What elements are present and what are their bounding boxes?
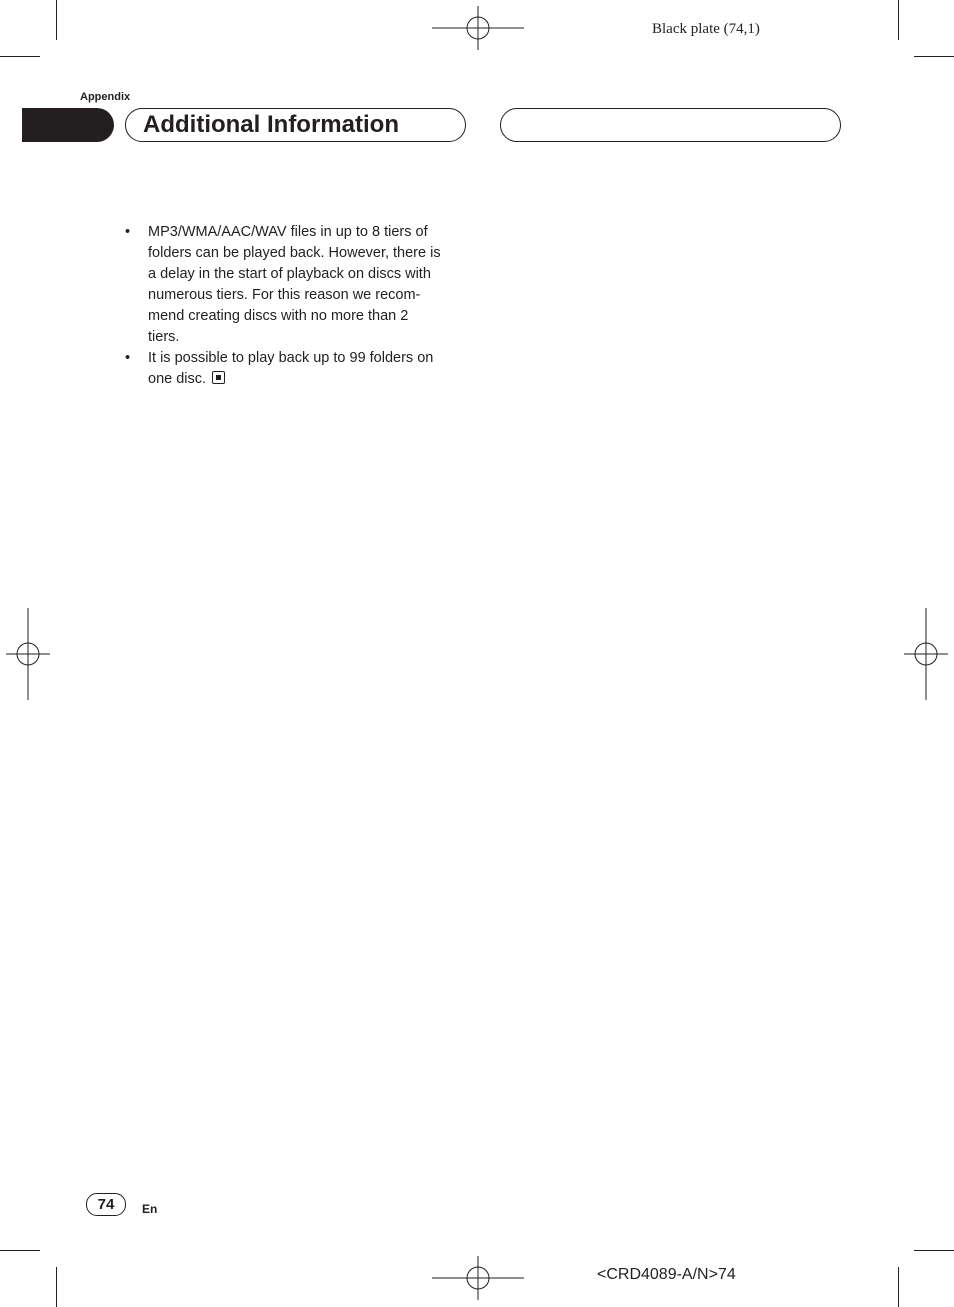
registration-crosshair-icon [432,6,524,50]
page-title: Additional Information [143,111,399,138]
bullet-list [125,222,465,390]
bullet-line: a delay in the start of playback on discs with [148,266,431,282]
section-label: Appendix [80,91,131,103]
bullet-line: It is possible to play back up to 99 folders on [148,350,434,366]
page-number: 74 [86,1193,126,1216]
list-item [125,222,465,348]
crop-mark-bottom-left-vertical [56,1267,57,1307]
crop-mark-top-left-horizontal [0,56,40,57]
crop-mark-top-left-vertical [56,0,57,40]
language-label: En [142,1202,158,1216]
registration-crosshair-icon [904,608,948,700]
end-of-section-square-icon [212,371,225,384]
bullet-line: one disc. [148,371,207,387]
registration-crosshair-icon [432,1256,524,1300]
right-header-box [500,108,841,142]
crop-mark-top-right-horizontal [914,56,954,57]
bullet-line: tiers. [148,329,180,345]
list-item [125,348,465,390]
title-box [125,108,466,142]
bullet-line: folders can be played back. However, there is [148,245,441,261]
crop-mark-top-right-vertical [898,0,899,40]
document-code: <CRD4089-A/N>74 [597,1266,736,1283]
crop-mark-bottom-left-horizontal [0,1250,40,1251]
crop-mark-bottom-right-horizontal [914,1250,954,1251]
bullet-line: MP3/WMA/AAC/WAV files in up to 8 tiers of [148,224,428,240]
section-tab [22,108,114,142]
plate-label: Black plate (74,1) [652,21,760,37]
registration-crosshair-icon [6,608,50,700]
bullet-icon: • [125,224,131,240]
bullet-line: numerous tiers. For this reason we recom- [148,287,421,303]
bullet-icon: • [125,350,131,366]
bullet-line: mend creating discs with no more than 2 [148,308,409,324]
crop-mark-bottom-right-vertical [898,1267,899,1307]
